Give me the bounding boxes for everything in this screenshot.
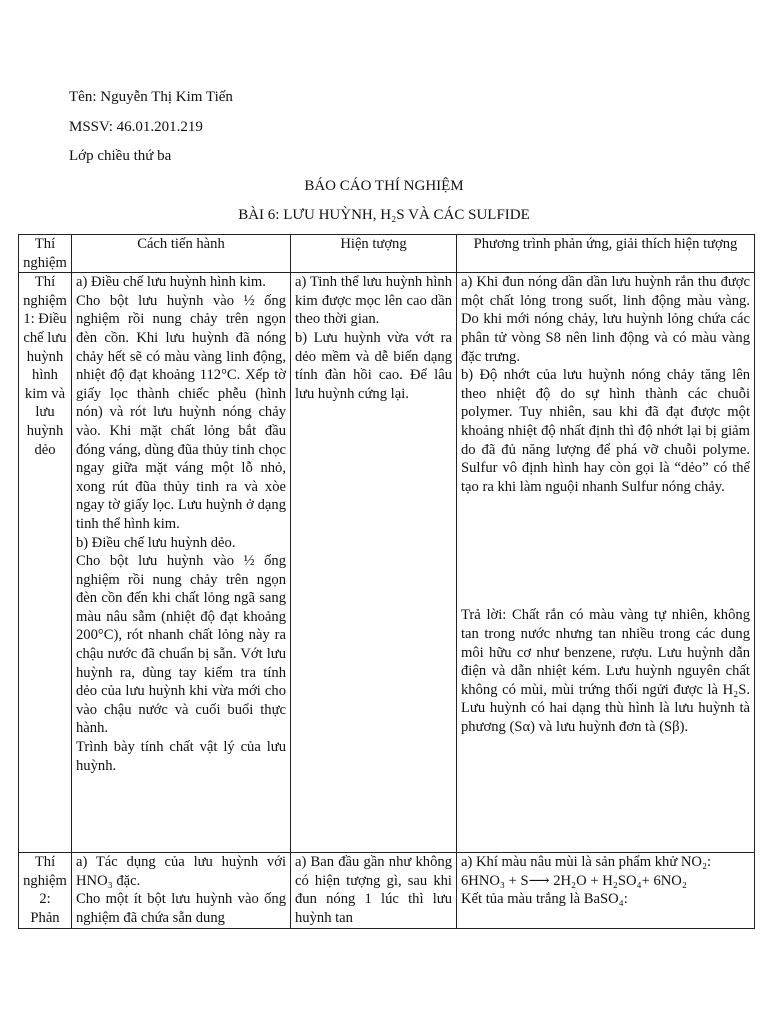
procedure-paragraph: a) Điều chế lưu huỳnh hình kim. — [76, 274, 266, 291]
procedure-cell — [72, 853, 291, 928]
table-header-row — [19, 235, 755, 273]
procedure-paragraph: a) Tác dụng của lưu huỳnh với HNO₃ đặc. — [76, 854, 286, 889]
class-session: Lớp chiều thứ ba — [69, 148, 172, 164]
phenomenon-paragraph: a) Ban đầu gần như không có hiện tượng gì, sau khi đun nóng 1 lúc thì lưu huỳnh tan — [295, 854, 452, 926]
table-row — [19, 273, 755, 853]
explanation-cell — [457, 853, 755, 928]
explanation-paragraph: a) Khí màu nâu mùi là sản phẩm khử NO₂: — [461, 854, 712, 871]
procedure-paragraph: Trình bày tính chất vật lý của lưu huỳnh. — [76, 739, 286, 774]
reaction-equation: 6HNO₃ + S⟶ 2H₂O + H₂SO₄+ 6NO₂ — [461, 872, 687, 889]
experiment-table — [18, 234, 755, 929]
col-header-procedure: Cách tiến hành — [72, 235, 291, 273]
explanation-paragraph: Kết tủa màu trắng là BaSO₄: — [461, 891, 628, 908]
student-id: MSSV: 46.01.201.219 — [69, 119, 203, 135]
blank-space — [461, 496, 750, 606]
experiment-cell: Thí nghiệm 1: Điều chế lưu huỳnh hình kim và lưu huỳnh dẻo — [19, 273, 72, 853]
report-title: BÁO CÁO THÍ NGHIỆM — [304, 178, 464, 194]
procedure-cell — [72, 273, 291, 853]
student-name: Tên: Nguyễn Thị Kim Tiến — [69, 89, 233, 105]
phenomenon-paragraph: a) Tinh thể lưu huỳnh hình kim được mọc lên cao dần theo thời gian. — [295, 274, 452, 328]
col-header-phenomenon: Hiện tượng — [291, 235, 457, 273]
explanation-paragraph: b) Độ nhớt của lưu huỳnh nóng chảy tăng lên theo nhiệt độ do sự hình thành các chuỗi polymer. Tuy nhiên, sau khi đã đạt được một khoảng nhiệt độ nhất định thì độ nhớt lại bị giảm do đã đủ năng lượng để phá vỡ chuỗi polyme. Sulfur vô định hình hay còn gọi là “dẻo” có thể tạo ra khi làm nguội nhanh Sulfur nóng chảy. — [461, 367, 750, 495]
report-subtitle: BÀI 6: LƯU HUỲNH, H₂S VÀ CÁC SULFIDE — [238, 207, 530, 223]
col-header-experiment: Thí nghiệm — [19, 235, 72, 273]
phenomenon-cell — [291, 273, 457, 853]
explanation-paragraph: a) Khi đun nóng dần dần lưu huỳnh rắn thu được một chất lỏng trong suốt, linh động màu vàng. Do khi mới nóng chảy, lưu huỳnh lỏng chứa các phân tử vòng S8 nên linh động và có màu vàng đặc trưng. — [461, 274, 750, 365]
phenomenon-cell — [291, 853, 457, 928]
procedure-paragraph: Cho bột lưu huỳnh vào ½ ống nghiệm rồi nung chảy trên ngọn đèn cồn. Khi lưu huỳnh đã nóng chảy hết sẽ có màu vàng linh động, nhiệt độ đạt khoảng 112°C. Xếp tờ giấy lọc thành chiếc phễu (hình nón) và rót lưu huỳnh nóng chảy vào. Khi mặt chất lỏng bắt đầu đóng váng, dùng đũa thủy tinh chọc ngay giữa mặt váng một lỗ nhỏ, xong rút đũa thủy tinh ra và xòe ngay tờ giấy lọc. Lưu huỳnh ở dạng tinh thể hình kim. — [76, 292, 286, 532]
col-header-explanation: Phương trình phản ứng, giải thích hiện tượng — [457, 235, 755, 273]
table-row — [19, 853, 755, 928]
experiment-cell: Thí nghiệm 2: Phản — [19, 853, 72, 928]
procedure-paragraph: b) Điều chế lưu huỳnh dẻo. — [76, 534, 236, 551]
procedure-paragraph: Cho bột lưu huỳnh vào ½ ống nghiệm rồi nung chảy trên ngọn đèn cồn đến khi chất lỏng ngã sang màu nâu sẫm (nhiệt độ đạt khoảng 200°C), rót nhanh chất lỏng này ra chậu nước đã chuẩn bị sẵn. Vớt lưu huỳnh ra, dùng tay kiểm tra tính dẻo của lưu huỳnh khi vừa mới cho vào chậu nước và cuối buổi thực hành. — [76, 553, 286, 737]
phenomenon-paragraph: b) Lưu huỳnh vừa vớt ra dẻo mềm và dễ biến dạng tính đàn hồi cao. Để lâu lưu huỳnh cứng lại. — [295, 329, 452, 402]
explanation-cell — [457, 273, 755, 853]
procedure-paragraph: Cho một ít bột lưu huỳnh vào ống nghiệm đã chứa sẵn dung — [76, 891, 286, 926]
explanation-answer: Trả lời: Chất rắn có màu vàng tự nhiên, không tan trong nước nhưng tan nhiều trong các dung môi hữu cơ như benzene, rượu. Lưu huỳnh dẫn điện và dẫn nhiệt kém. Lưu huỳnh nguyên chất không có mùi, mùi trứng thối ngửi được là H₂S. Lưu huỳnh có hai dạng thù hình là lưu huỳnh tà phương (Sα) và lưu huỳnh đơn tà (Sβ). — [461, 607, 750, 735]
